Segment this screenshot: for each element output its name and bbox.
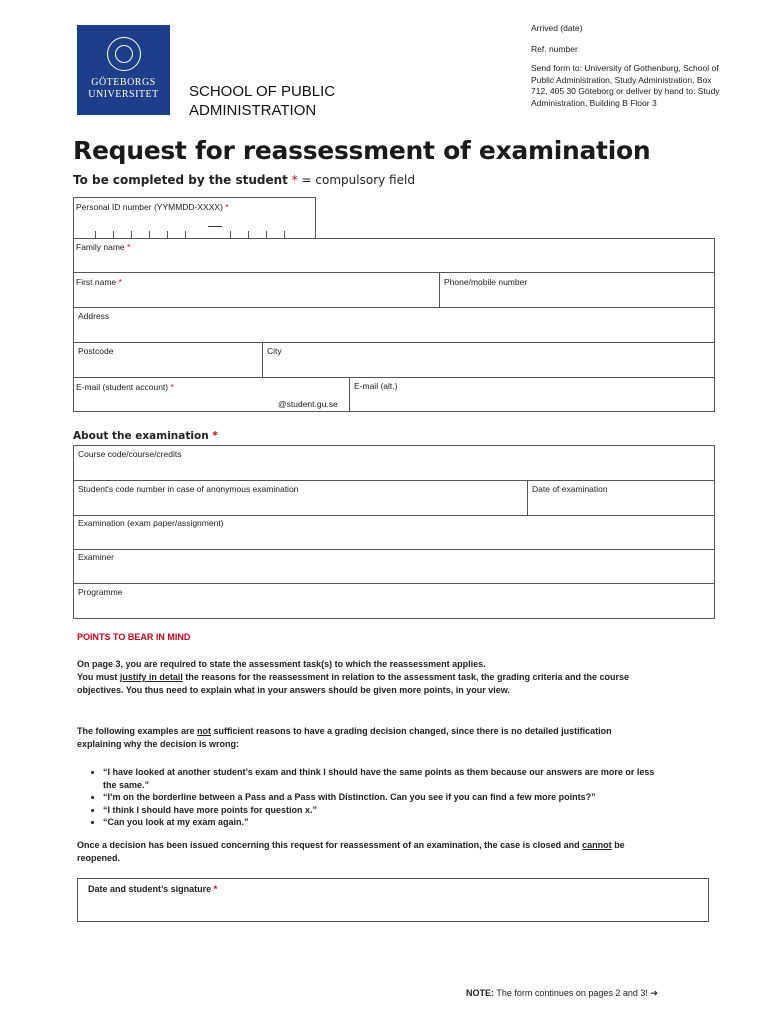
address-label: Address <box>78 311 110 321</box>
list-item: • “Can you look at my exam again.” <box>103 816 663 829</box>
logo-line-1: GÖTEBORGS <box>91 77 156 88</box>
list-item: • “I think I should have more points for question x.” <box>103 804 663 817</box>
phone-field[interactable] <box>439 272 715 308</box>
city-label: City <box>267 346 282 356</box>
points-paragraph-2: The following examples are not sufficient reasons to have a grading decision changed, since there is no detailed justification explaining why the decision is wrong: <box>77 726 612 749</box>
exam-date-label: Date of examination <box>532 484 608 494</box>
school-name: SCHOOL OF PUBLIC ADMINISTRATION <box>189 83 336 119</box>
examination-label: Examination (exam paper/assignment) <box>78 518 224 528</box>
first-name-field[interactable] <box>73 272 440 308</box>
ref-number-label: Ref. number <box>531 44 578 54</box>
course-label: Course code/course/credits <box>78 449 182 459</box>
examples-list <box>79 766 663 829</box>
phone-label: Phone/mobile number <box>444 277 528 287</box>
page-subtitle <box>73 173 415 187</box>
postcode-field[interactable] <box>73 342 263 378</box>
email-domain: @student.gu.se <box>278 399 338 409</box>
personal-id-label: Personal ID number (YYMMDD-XXXX) * <box>76 202 229 212</box>
family-name-label: Family name * <box>76 242 131 252</box>
send-to-address: Send form to: University of Gothenburg, School of Public Administration, Study Administration, Box 712, 405 30 Göteborg or deliver by hand to: Study Administration, Building B Floor 3 <box>531 63 720 108</box>
exam-section-heading: About the examination * <box>73 430 218 442</box>
student-code-label: Student's code number in case of anonymous examination <box>78 484 299 494</box>
required-star: * <box>291 173 298 187</box>
first-name-label: First name * <box>76 277 122 287</box>
logo-line-2: UNIVERSITET <box>88 89 159 100</box>
email-alt-label: E-mail (alt.) <box>354 381 398 391</box>
signature-label: Date and student’s signature * <box>88 884 218 894</box>
examiner-field[interactable] <box>73 549 715 584</box>
footer-note: NOTE: The form continues on pages 2 and 3! ➔ <box>466 988 658 998</box>
seal-icon <box>107 37 141 71</box>
family-name-field[interactable] <box>73 238 715 273</box>
email-student-field[interactable] <box>73 377 350 412</box>
city-field[interactable] <box>262 342 715 378</box>
list-item: • “I’m on the borderline between a Pass and a Pass with Distinction. Can you see if you can find a few more points?” <box>103 791 663 804</box>
email-alt-field[interactable] <box>349 377 715 412</box>
list-item: • “I have looked at another student’s exam and think I should have the same points as them because our answers are more or less the same.” <box>103 766 663 791</box>
examiner-label: Examiner <box>78 552 114 562</box>
subtitle-rest: = compulsory field <box>301 173 415 187</box>
points-heading: POINTS TO BEAR IN MIND <box>77 632 191 642</box>
personal-id-field[interactable] <box>73 197 316 239</box>
programme-label: Programme <box>78 587 123 597</box>
arrow-right-icon: ➔ <box>650 988 658 998</box>
university-logo <box>77 25 170 115</box>
address-field[interactable] <box>73 307 715 343</box>
subtitle-main: To be completed by the student <box>73 173 288 187</box>
examination-field[interactable] <box>73 515 715 550</box>
signature-field[interactable] <box>77 878 709 922</box>
programme-field[interactable] <box>73 583 715 619</box>
id-dash <box>208 226 222 227</box>
student-code-field[interactable] <box>73 480 528 516</box>
postcode-label: Postcode <box>78 346 114 356</box>
exam-date-field[interactable] <box>527 480 715 516</box>
points-paragraph-1: On page 3, you are required to state the assessment task(s) to which the reassessment applies. You must justify in detail the reasons for the reassessment in relation to the assessment task, the grading criteria and the course objectives. You thus need to explain what in your answers should be given more points, in your view. <box>77 659 630 695</box>
arrived-date-label: Arrived (date) <box>531 23 583 33</box>
page-title: Request for reassessment of examination <box>73 136 651 165</box>
points-paragraph-3: Once a decision has been issued concerning this request for reassessment of an examination, the case is closed and cannot be reopened. <box>77 840 625 863</box>
email-student-label: E-mail (student account) * <box>76 382 174 392</box>
course-field[interactable] <box>73 445 715 481</box>
